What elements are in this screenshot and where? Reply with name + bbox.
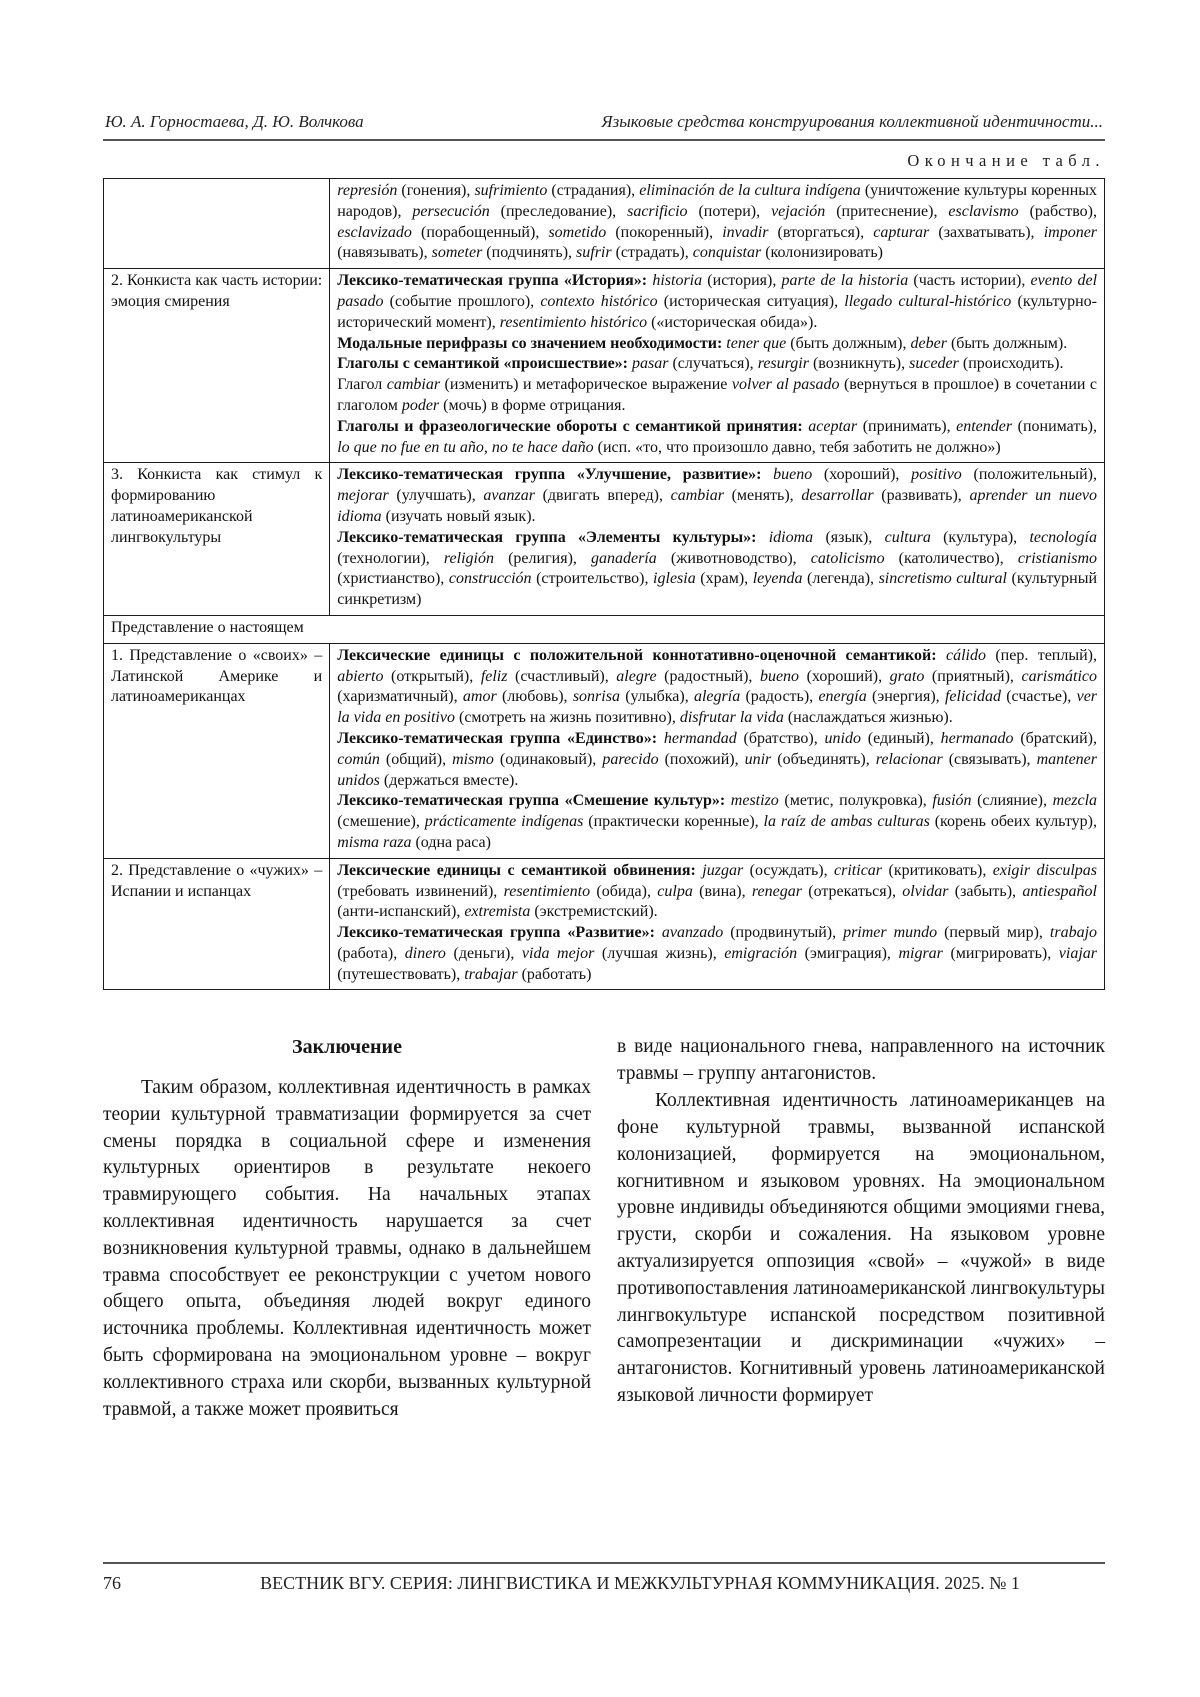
content-cell: Лексико-тематическая группа «Улучшение, развитие»: bueno (хороший), positivo (положительный), mejorar (улучшать), avanzar (двигать вперед), cambiar (менять), desarrollar (развивать), aprender un nuevo idioma (изучать новый язык). Лексико-тематическая группа «Элементы культуры»: idioma (язык), cultura (культура), tecnología (технологии), religión (религия), ganadería (животноводство), catolicismo (католичество), cristianismo (христианство), construcción (строительство), iglesia (храм), leyenda (легенда), sincretismo cultural (культурный синкретизм) <box>330 463 1105 616</box>
table-caption: Окончание табл. <box>907 151 1105 170</box>
conclusion-left-column <box>103 1034 591 1423</box>
category-cell: 2. Конкиста как часть истории: эмоция смирения <box>104 269 330 463</box>
journal-title: ВЕСТНИК ВГУ. СЕРИЯ: ЛИНГВИСТИКА И МЕЖКУЛЬТУРНАЯ КОММУНИКАЦИЯ. 2025. № 1 <box>260 1573 1020 1593</box>
running-title: Языковые средства конструирования коллективной идентичности... <box>601 112 1103 131</box>
author-line: Ю. А. Горностаева, Д. Ю. Волчкова <box>105 112 364 131</box>
results-table <box>103 178 1105 990</box>
content-cell: Лексико-тематическая группа «История»: historia (история), parte de la historia (часть истории), evento del pasado (событие прошлого), contexto histórico (историческая ситуация), llegado cultural-histórico (культурно-исторический момент), resentimiento histórico («историческая обида»). Модальные перифразы со значением необходимости: tener que (быть должным), deber (быть должным). Глаголы с семантикой «происшествие»: pasar (случаться), resurgir (возникнуть), suceder (происходить). Глагол cambiar (изменить) и метафорическое выражение volver al pasado (вернуться в прошлое) в сочетании с глаголом poder (мочь) в форме отрицания. Глаголы и фразеологические обороты с семантикой принятия: aceptar (принимать), entender (понимать), lo que no fue en tu año, no te hace daño (исп. «то, что произошло давно, тебя заботить не должно») <box>330 269 1105 463</box>
content-cell: Лексические единицы с семантикой обвинения: juzgar (осуждать), criticar (критиковать), exigir disculpas (требовать извинений), resentimiento (обида), culpa (вина), renegar (отрекаться), olvidar (забыть), antiespañol (анти-испанский), extremista (экстремистский). Лексико-тематическая группа «Развитие»: avanzado (продвинутый), primer mundo (первый мир), trabajo (работа), dinero (деньги), vida mejor (лучшая жизнь), emigración (эмиграция), migrar (мигрировать), viajar (путешествовать), trabajar (работать) <box>330 858 1105 990</box>
category-cell: 1. Представление о «своих» – Латинской Америке и латиноамериканцах <box>104 643 330 858</box>
category-cell <box>104 179 330 269</box>
table-section-header: Представление о настоящем <box>104 615 1105 643</box>
conclusion-section <box>103 1034 1105 1423</box>
page-footer <box>103 1562 1105 1594</box>
conclusion-right-column <box>617 1034 1105 1423</box>
content-cell: represión (гонения), sufrimiento (страдания), eliminación de la cultura indígena (уничтожение культуры коренных народов), persecución (преследование), sacrificio (потери), vejación (притеснение), esclavismo (рабство), esclavizado (порабощенный), sometido (покоренный), invadir (вторгаться), capturar (захватывать), imponer (навязывать), someter (подчинять), sufrir (страдать), conquistar (колонизировать) <box>330 179 1105 269</box>
content-cell: Лексические единицы с положительной коннотативно-оценочной семантикой: cálido (пер. теплый), abierto (открытый), feliz (счастливый), alegre (радостный), bueno (хороший), grato (приятный), carismático (харизматичный), amor (любовь), sonrisa (улыбка), alegría (радость), energía (энергия), felicidad (счастье), ver la vida en positivo (смотреть на жизнь позитивно), disfrutar la vida (наслаждаться жизнью). Лексико-тематическая группа «Единство»: hermandad (братство), unido (единый), hermanado (братский), común (общий), mismo (одинаковый), parecido (похожий), unir (объединять), relacionar (связывать), mantener unidos (держаться вместе). Лексико-тематическая группа «Смешение культур»: mestizo (метис, полукровка), fusión (слияние), mezcla (смешение), prácticamente indígenas (практически коренные), la raíz de ambas culturas (корень обеих культур), misma raza (одна раса) <box>330 643 1105 858</box>
page-number: 76 <box>103 1573 121 1593</box>
table-row <box>104 858 1105 990</box>
table-section-row <box>104 615 1105 643</box>
table-row <box>104 463 1105 616</box>
table-row <box>104 179 1105 269</box>
paragraph: Коллективная идентичность латиноамериканцев на фоне культурной травмы, вызванной испанской колонизацией, формируется на эмоциональном, когнитивном и языковом уровнях. На эмоциональном уровне индивиды объединяются общими эмоциями гнева, грусти, скорби и сожаления. На языковом уровне актуализируется оппозиция «свой» – «чужой» в виде противопоставления латиноамериканской лингвокультуры лингвокультуре испанской посредством позитивной самопрезентации и дискриминации «чужих» – антагонистов. Когнитивный уровень латиноамериканской языковой личности формирует <box>617 1090 1105 1407</box>
category-cell: 2. Представление о «чужих» – Испании и испанцах <box>104 858 330 990</box>
table-row <box>104 269 1105 463</box>
page-header <box>103 112 1105 141</box>
table-row <box>104 643 1105 858</box>
paragraph: в виде национального гнева, направленного на источник травмы – группу антагонистов. <box>617 1036 1105 1085</box>
conclusion-heading: Заключение <box>292 1036 402 1059</box>
category-cell: 3. Конкиста как стимул к формированию латиноамериканской лингвокультуры <box>104 463 330 616</box>
paragraph: Таким образом, коллективная идентичность в рамках теории культурной травматизации формируется за счет смены порядка в социальной сфере и изменения культурных ориентиров в результате некоего травмирующего события. На начальных этапах коллективная идентичность нарушается за счет возникновения культурной травмы, однако в дальнейшем травма способствует ее реконструкции с учетом нового общего опыта, объединяя людей вокруг единого источника проблемы. Коллективная идентичность может быть сформирована на эмоциональном уровне – вокруг коллективного страха или скорби, вызванных культурной травмой, а также может проявиться <box>103 1076 591 1420</box>
